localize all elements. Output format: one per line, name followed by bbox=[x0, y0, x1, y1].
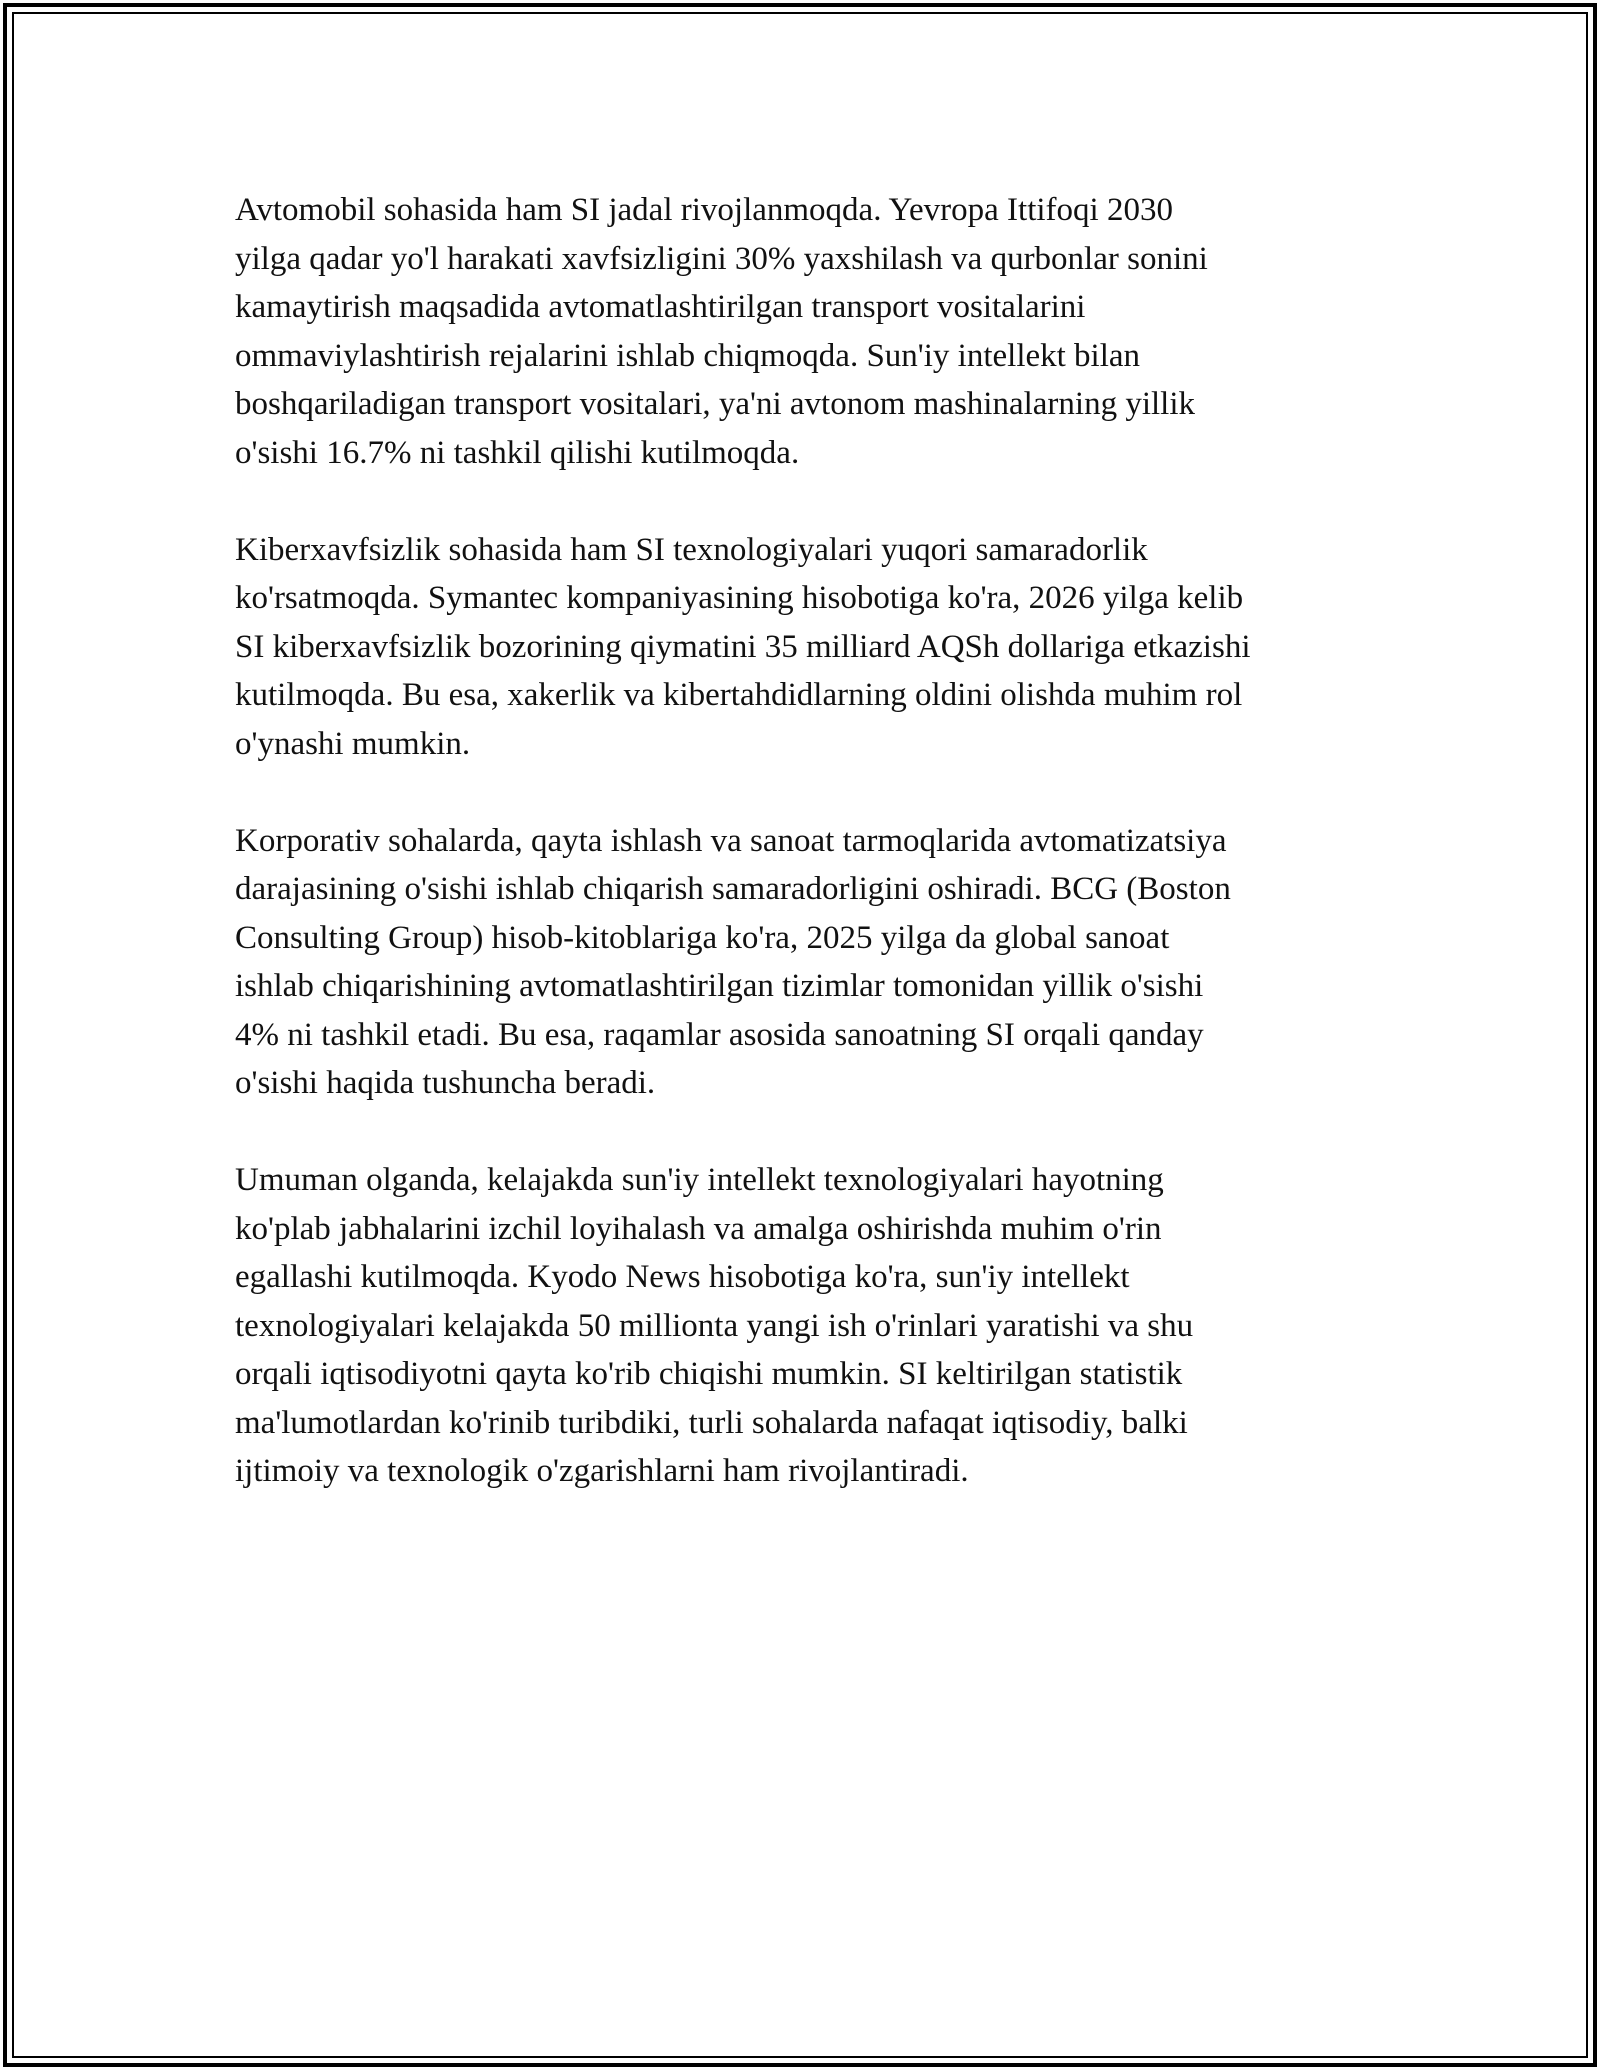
document-body bbox=[235, 186, 1375, 1544]
paragraph-automotive: Avtomobil sohasida ham SI jadal rivojlanmoqda. Yevropa Ittifoqi 2030 yilga qadar yo'l harakati xavfsizligini 30% yaxshilash va qurbonlar sonini kamaytirish maqsadida avtomatlashtirilgan transport vositalarini ommaviylashtirish rejalarini ishlab chiqmoqda. Sun'iy intellekt bilan boshqariladigan transport vositalari, ya'ni avtonom mashinalarning yillik o'sishi 16.7% ni tashkil qilishi kutilmoqda. bbox=[235, 192, 1208, 471]
paragraph-cybersecurity: Kiberxavfsizlik sohasida ham SI texnologiyalari yuqori samaradorlik ko'rsatmoqda. Symantec kompaniyasining hisobotiga ko'ra, 2026 yilga kelib SI kiberxavfsizlik bozorining qiymatini 35 milliard AQSh dollariga etkazishi kutilmoqda. Bu esa, xakerlik va kibertahdidlarning oldini olishda muhim rol o'ynashi mumkin. bbox=[235, 531, 1251, 762]
paragraph-conclusion: Umuman olganda, kelajakda sun'iy intellekt texnologiyalari hayotning ko'plab jabhalarini izchil loyihalash va amalga oshirishda muhim o'rin egallashi kutilmoqda. Kyodo News hisobotiga ko'ra, sun'iy intellekt texnologiyalari kelajakda 50 millionta yangi ish o'rinlari yaratishi va shu orqali iqtisodiyotni qayta ko'rib chiqishi mumkin. SI keltirilgan statistik ma'lumotlardan ko'rinib turibdiki, turli sohalarda nafaqat iqtisodiy, balki ijtimoiy va texnologik o'zgarishlarni ham rivojlantiradi. bbox=[235, 1162, 1194, 1489]
paragraph-industry: Korporativ sohalarda, qayta ishlash va sanoat tarmoqlarida avtomatizatsiya darajasining o'sishi ishlab chiqarish samaradorligini oshiradi. BCG (Boston Consulting Group) hisob-kitoblariga ko'ra, 2025 yilga da global sanoat ishlab chiqarishining avtomatlashtirilgan tizimlar tomonidan yillik o'sishi 4% ni tashkil etadi. Bu esa, raqamlar asosida sanoatning SI orqali qanday o'sishi haqida tushuncha beradi. bbox=[235, 822, 1231, 1101]
